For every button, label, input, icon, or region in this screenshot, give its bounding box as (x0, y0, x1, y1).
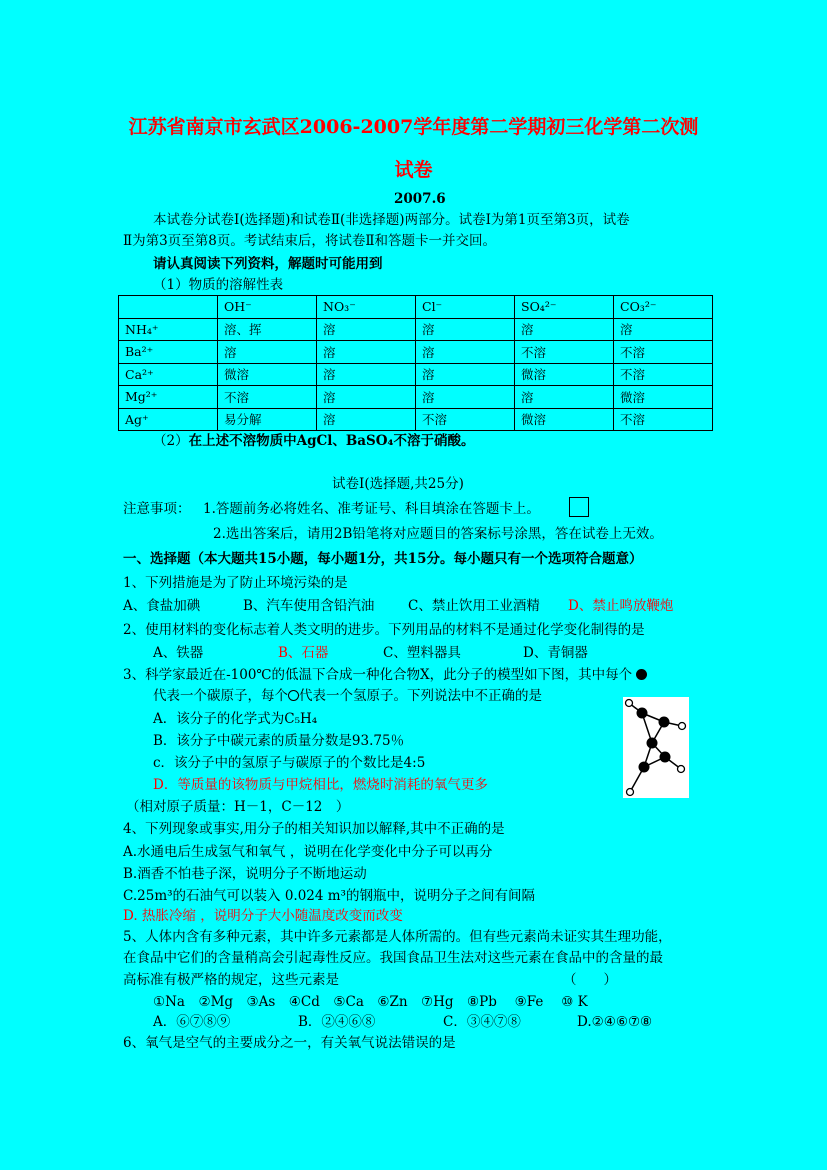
q5-option-a[interactable]: A．⑥⑦⑧⑨ (153, 1014, 231, 1030)
table-row (119, 363, 713, 386)
table-cell: 溶 (416, 341, 515, 364)
question-4: 4、下列现象或事实,用分子的相关知识加以解释,其中不正确的是 (123, 821, 505, 837)
table-cell: Ca²⁺ (119, 363, 218, 386)
doc-title-line1: 江苏省南京市玄武区2006-2007学年度第二学期初三化学第二次测 (128, 116, 699, 138)
table-cell: 溶 (515, 318, 614, 341)
paper1-header: 试卷Ⅰ(选择题,共25分) (332, 476, 464, 492)
molecule-model-diagram (623, 697, 689, 798)
table-cell: 溶、挥 (218, 318, 317, 341)
q3-text-part2a: 代表一个碳原子，每个 (153, 688, 288, 704)
table-cell: 不溶 (614, 408, 713, 431)
table-header-cell: CO₃²⁻ (614, 296, 713, 319)
q1-option-a[interactable]: A、食盐加碘 (123, 598, 201, 614)
solubility-caption: （1）物质的溶解性表 (153, 277, 284, 293)
table-cell: 溶 (317, 386, 416, 409)
question-3-line2 (153, 686, 542, 706)
hydrogen-atom-icon (288, 690, 299, 701)
intro-line1: 本试卷分试卷Ⅰ(选择题)和试卷Ⅱ(非选择题)两部分。试卷Ⅰ为第1页至第3页，试卷 (153, 212, 630, 228)
table-cell: 溶 (317, 408, 416, 431)
table-cell: 微溶 (614, 386, 713, 409)
note-2-prefix: （2） (153, 433, 189, 449)
table-cell: 易分解 (218, 408, 317, 431)
table-cell: 不溶 (416, 408, 515, 431)
q4-option-a[interactable]: A.水通电后生成氢气和氧气 ，说明在化学变化中分子可以再分 (123, 844, 493, 860)
question-3-line1 (123, 665, 647, 685)
table-cell: 微溶 (218, 363, 317, 386)
section-1-heading: 一、选择题（本大题共15小题，每小题1分，共15分。每小题只有一个选项符合题意） (123, 551, 643, 567)
q5-answer-paren: （ ） (563, 972, 617, 988)
q3-option-c[interactable]: c．该分子中的氢原子与碳原子的个数比是4:5 (153, 755, 426, 771)
q4-option-d[interactable] (123, 906, 403, 926)
table-cell: 不溶 (218, 386, 317, 409)
table-cell: 不溶 (614, 341, 713, 364)
q2-option-d[interactable]: D、青铜器 (523, 645, 588, 661)
table-cell: 溶 (317, 341, 416, 364)
table-cell: 溶 (317, 318, 416, 341)
q3-option-d-text: D．等质量的该物质与甲烷相比，燃烧时消耗的氧气更多 (153, 777, 488, 793)
table-header-cell: NO₃⁻ (317, 296, 416, 319)
table-cell: 溶 (614, 318, 713, 341)
q3-option-b[interactable]: B．该分子中碳元素的质量分数是93.75％ (153, 733, 405, 749)
table-header-cell: SO₄²⁻ (515, 296, 614, 319)
notice-2: 2.选出答案后，请用2B铅笔将对应题目的答案标号涂黑，答在试卷上无效。 (213, 526, 663, 542)
question-5-line1: 5、人体内含有多种元素，其中许多元素都是人体所需的。但有些元素尚未证实其生理功能， (123, 929, 672, 945)
question-5-line3: 高标准有极严格的规定，这些元素是 (123, 972, 339, 988)
q1-option-c[interactable]: C、禁止饮用工业酒精 (408, 598, 540, 614)
table-cell: 溶 (416, 386, 515, 409)
q1-option-d-text: D、禁止鸣放鞭炮 (568, 598, 674, 614)
note-2 (153, 431, 474, 451)
q3-atomic-mass-note: （相对原子质量：H－1，C－12 ） (126, 799, 350, 815)
table-row (119, 408, 713, 431)
q3-text-part2b: 代表一个氢原子。下列说法中不正确的是 (299, 688, 542, 704)
table-row (119, 341, 713, 364)
q2-option-c[interactable]: C、塑料器具 (383, 645, 461, 661)
q3-text-part1: 3、科学家最近在-100℃的低温下合成一种化合物X，此分子的模型如下图，其中每个 (123, 667, 633, 683)
q4-option-c[interactable]: C.25m³的石油气可以装入 0.024 m³的钢瓶中，说明分子之间有间隔 (123, 888, 535, 904)
q3-option-a[interactable]: A．该分子的化学式为C₅H₄ (153, 711, 318, 727)
table-cell: 不溶 (515, 341, 614, 364)
q2-option-b-text: B、石器 (278, 645, 329, 661)
q3-option-d[interactable] (153, 775, 488, 795)
answer-checkbox[interactable] (569, 497, 589, 517)
table-cell: Mg²⁺ (119, 386, 218, 409)
table-row (119, 386, 713, 409)
table-cell: 微溶 (515, 363, 614, 386)
table-cell: 溶 (416, 318, 515, 341)
q4-option-b[interactable]: B.酒香不怕巷子深，说明分子不断地运动 (123, 866, 367, 882)
q5-option-d[interactable]: D.②④⑥⑦⑧ (577, 1014, 653, 1030)
table-header-cell: Cl⁻ (416, 296, 515, 319)
doc-date: 2007.6 (394, 191, 446, 207)
doc-title-line2: 试卷 (394, 159, 433, 181)
table-cell: 不溶 (614, 363, 713, 386)
table-cell: 溶 (218, 341, 317, 364)
q2-option-b[interactable] (278, 643, 328, 663)
table-cell: 溶 (317, 363, 416, 386)
question-1: 1、下列措施是为了防止环境污染的是 (123, 575, 348, 591)
note-2-text: 在上述不溶物质中AgCl、BaSO₄不溶于硝酸。 (188, 433, 475, 449)
intro-line2: Ⅱ为第3页至第8页。考试结束后，将试卷Ⅱ和答题卡一并交回。 (123, 233, 497, 249)
q1-option-b[interactable]: B、汽车使用含铅汽油 (243, 598, 375, 614)
q5-element-list: ①Na ②Mg ③As ④Cd ⑤Ca ⑥Zn ⑦Hg ⑧Pb ⑨Fe ⑩ K (153, 994, 588, 1010)
q2-option-a[interactable]: A、铁器 (153, 645, 204, 661)
question-2: 2、使用材料的变化标志着人类文明的进步。下列用品的材料不是通过化学变化制得的是 (123, 622, 645, 638)
table-cell: NH₄⁺ (119, 318, 218, 341)
q4-option-d-text: D. 热胀冷缩 ，说明分子大小随温度改变而改变 (123, 908, 403, 924)
question-6: 6、氧气是空气的主要成分之一，有关氧气说法错误的是 (123, 1035, 456, 1051)
table-header-row (119, 296, 713, 319)
notice-label: 注意事项： (123, 501, 191, 517)
table-cell: 溶 (416, 363, 515, 386)
table-row (119, 318, 713, 341)
table-cell: Ba²⁺ (119, 341, 218, 364)
notice-1: 1.答题前务必将姓名、准考证号、科目填涂在答题卡上。 (203, 501, 540, 517)
table-header-cell (119, 296, 218, 319)
solubility-table (118, 295, 713, 431)
q5-option-b[interactable]: B．②④⑥⑧ (298, 1014, 376, 1030)
table-cell: 微溶 (515, 408, 614, 431)
question-5-line2: 在食品中它们的含量稍高会引起毒性反应。我国食品卫生法对这些元素在食品中的含量的最 (123, 950, 663, 966)
table-header-cell: OH⁻ (218, 296, 317, 319)
carbon-atom-icon (636, 669, 647, 680)
table-cell: Ag⁺ (119, 408, 218, 431)
q1-option-d[interactable] (568, 596, 673, 616)
q5-option-c[interactable]: C．③④⑦⑧ (443, 1014, 521, 1030)
instruction: 请认真阅读下列资料，解题时可能用到 (153, 256, 383, 272)
table-cell: 溶 (515, 386, 614, 409)
